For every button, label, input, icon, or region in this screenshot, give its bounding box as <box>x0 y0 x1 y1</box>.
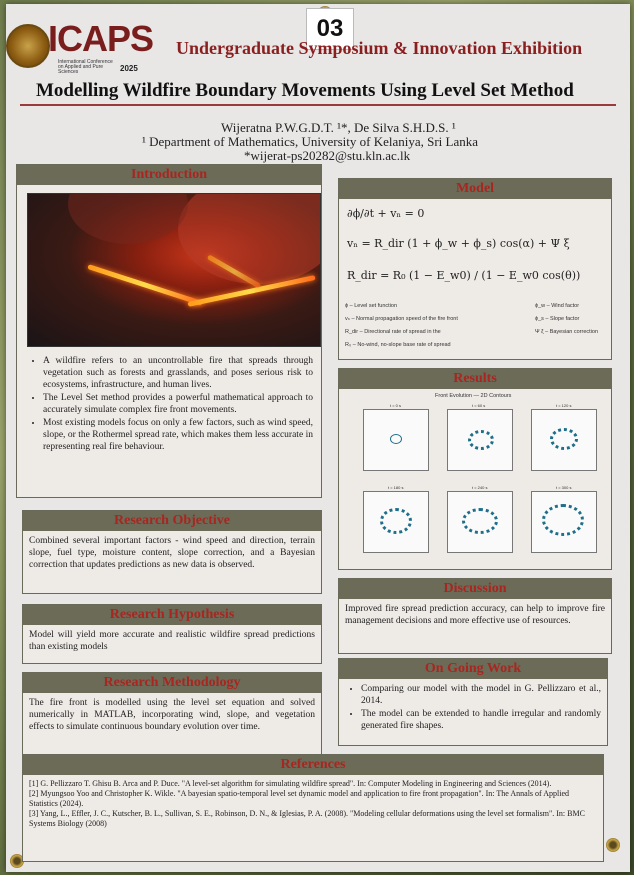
model-legend-item: vₙ – Normal propagation speed of the fire front <box>345 316 458 322</box>
reference-item: [2] Myungsoo Yoo and Christopher K. Wikle. "A bayesian spatio-temporal level set dynamic model and application to fire front propagation". In: The Annals of Applied Statistics (2024). <box>29 789 570 808</box>
contour-plot <box>447 403 513 471</box>
plot-title: t = 240 s <box>472 485 488 490</box>
model-legend-item: R_dir – Directional rate of spread in the <box>345 329 441 335</box>
results-section <box>338 368 612 570</box>
list-item: • A wildfire refers to an uncontrollable fire that spreads through vegetation such as forests and grasslands, and poses serious risk to ecosystems, infrastructure, and human lives. <box>43 355 313 391</box>
icaps-logo-subtext: International Conference on Applied and Pure Sciences <box>58 59 113 75</box>
model-section <box>338 178 612 360</box>
contour-plot <box>531 485 597 553</box>
section-heading: Research Hypothesis <box>23 605 321 625</box>
section-heading: Research Objective <box>23 511 321 531</box>
poster <box>6 4 630 872</box>
model-legend-item: R₀ – No-wind, no-slope base rate of spread <box>345 342 451 348</box>
plot-title: t = 120 s <box>556 403 572 408</box>
equation-directional-rate: R_dir = R₀ (1 − E_w0) / (1 − E_w0 cos(θ)) <box>347 269 581 282</box>
grommet-icon <box>606 838 620 852</box>
contour-plot <box>363 485 429 553</box>
objective-section <box>22 510 322 594</box>
poster-number: 03 <box>306 8 354 50</box>
methodology-body: The fire front is modelled using the level set equation and solved numerically in MATLAB, incorporating wind, slope, and vegetation effects to simulate continuous boundary evolution over time. <box>29 698 315 732</box>
ongoing-work-body <box>339 679 607 737</box>
contour-plot <box>363 403 429 471</box>
objective-body: Combined several important factors - wind speed and direction, terrain slope, fuel type, moisture content, slope correction, and a Bayesian correction that updates predictions as new data is observed. <box>29 536 315 570</box>
section-heading: On Going Work <box>339 659 607 679</box>
model-legend-item: ϕ_s – Slope factor <box>535 316 580 322</box>
references-section <box>22 754 604 862</box>
hypothesis-body: Model will yield more accurate and realistic wildfire spread predictions than existing models <box>29 630 315 652</box>
model-legend-item: ϕ – Level set function <box>345 303 398 309</box>
section-heading: References <box>23 755 603 775</box>
section-heading: Discussion <box>339 579 611 599</box>
section-heading: Model <box>339 179 611 199</box>
hypothesis-section <box>22 604 322 664</box>
introduction-body <box>21 351 319 458</box>
methodology-section <box>22 672 322 756</box>
section-heading: Introduction <box>17 165 321 185</box>
contour-plot <box>531 403 597 471</box>
plot-title: t = 300 s <box>556 485 572 490</box>
discussion-body: Improved fire spread prediction accuracy, can help to improve fire management decisions and more effective use of resources. <box>345 604 605 626</box>
wildfire-photo <box>27 193 321 347</box>
list-item: • Most existing models focus on only a few factors, such as wind speed, slope, or the Rothermel spread rate, which makes them less accurate in representing real fire behaviour. <box>43 417 313 453</box>
list-item: • The model can be extended to handle irregular and randomly generated fire shapes. <box>361 708 601 732</box>
model-legend-item: Ψ ξ – Bayesian correction <box>535 329 599 335</box>
section-heading: Results <box>339 369 611 389</box>
icaps-logo-year: 2025 <box>120 64 138 73</box>
paper-title: Modelling Wildfire Boundary Movements Using Level Set Method <box>36 80 574 101</box>
plot-title: t = 0 s <box>390 403 402 408</box>
introduction-section <box>16 164 322 498</box>
authors: Wijeratna P.W.G.D.T. ¹*, De Silva S.H.D.S. ¹ <box>221 120 456 135</box>
references-body <box>23 775 603 833</box>
contour-plot <box>447 485 513 553</box>
university-seal-logo <box>6 24 50 68</box>
model-legend-item: ϕ_w – Wind factor <box>535 303 580 309</box>
title-divider <box>20 104 616 106</box>
discussion-section <box>338 578 612 654</box>
affiliation: ¹ Department of Mathematics, University of Kelaniya, Sri Lanka <box>142 134 479 149</box>
event-title: Undergraduate Symposium & Innovation Exhibition <box>176 38 583 58</box>
icaps-logo: ICAPS <box>48 18 154 59</box>
section-heading: Research Methodology <box>23 673 321 693</box>
list-item: • Comparing our model with the model in G. Pellizzaro et al., 2014. <box>361 683 601 707</box>
ongoing-work-section <box>338 658 608 746</box>
plot-title: t = 180 s <box>388 485 404 490</box>
equation-normal-speed: vₙ = R_dir (1 + ϕ_w + ϕ_s) cos(α) + Ψ ξ <box>347 237 570 250</box>
reference-item: [1] G. Pellizzaro T. Ghisu B. Arca and P. Duce. "A level-set algorithm for simulating wildfire spread". In: Computer Modeling in Engineering and Sciences (2014). <box>29 779 552 788</box>
figure-title: Front Evolution — 2D Contours <box>435 393 512 399</box>
plot-title: t = 60 s <box>472 403 486 408</box>
author-email: *wijerat-ps20282@stu.kln.ac.lk <box>244 148 411 163</box>
reference-item: [3] Yang, L., Effler, J. C., Kutscher, B. L., Sullivan, S. E., Robinson, D. N., & Iglesias, P. A. (2008). "Modeling cellular deformations using the level set formalism". In: BMC Systems Biology (2008) <box>29 809 585 828</box>
equation-level-set: ∂ϕ/∂t + vₙ = 0 <box>347 207 425 220</box>
list-item: • The Level Set method provides a powerful mathematical approach to accurately simulate complex fire front movements. <box>43 392 313 416</box>
